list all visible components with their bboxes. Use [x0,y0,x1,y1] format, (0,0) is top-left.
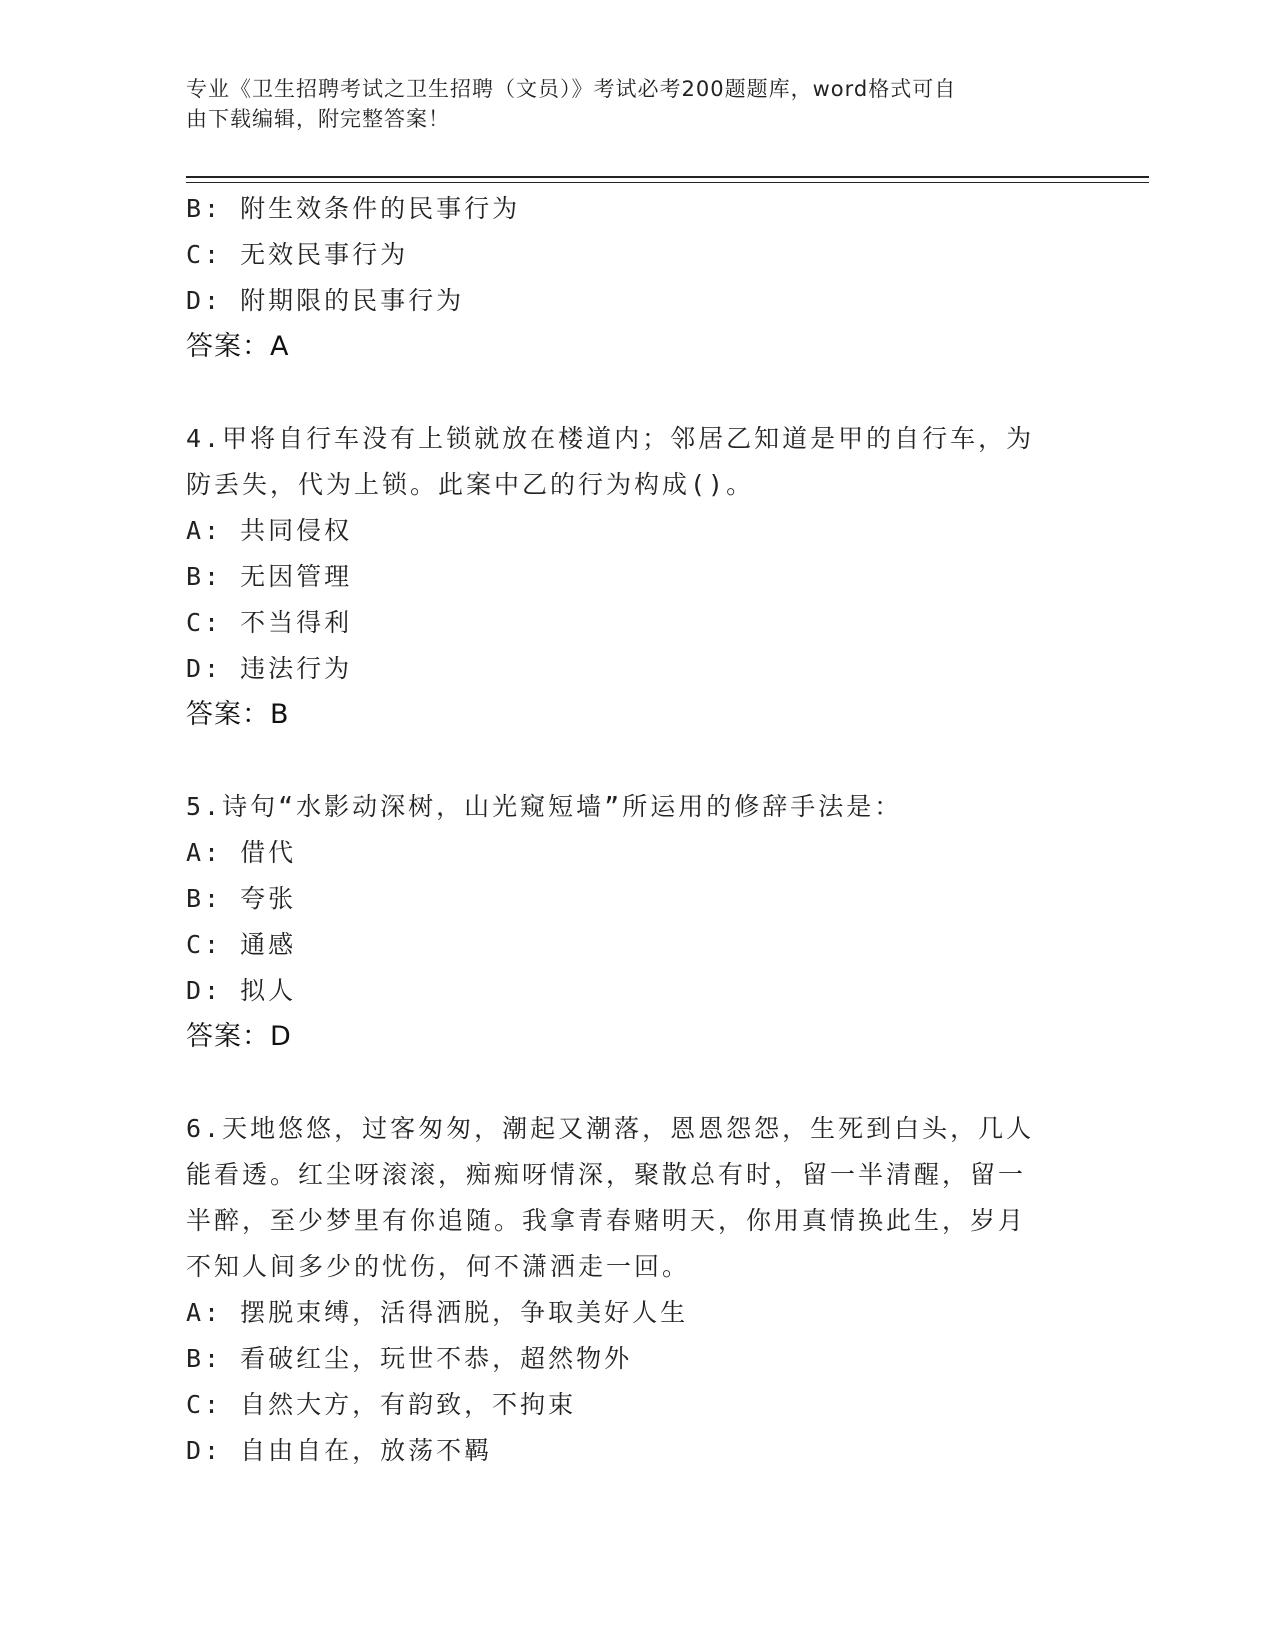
option-c: C: 不当得利 [186,608,353,637]
header-divider-thick [186,176,1149,178]
question-6 [186,1106,1066,1474]
option-a: A: 借代 [186,838,297,867]
option-b: B: 看破红尘，玩世不恭，超然物外 [186,1344,633,1373]
option-c: C: 自然大方，有韵致，不拘束 [186,1390,577,1419]
spacer [186,1060,1066,1106]
answer: 答案：A [186,331,290,362]
option-d: D: 附期限的民事行为 [186,286,465,315]
option-a: A: 摆脱束缚，活得洒脱，争取美好人生 [186,1298,689,1327]
question-stem-line: 能看透。红尘呀滚滚，痴痴呀情深，聚散总有时，留一半清醒，留一 [186,1160,1027,1189]
document-header [186,74,1066,134]
option-d: D: 自由自在，放荡不羁 [186,1436,493,1465]
option-a: A: 共同侵权 [186,516,353,545]
question-stem-line: 6.天地悠悠，过客匆匆，潮起又潮落，恩恩怨怨，生死到白头，几人 [186,1114,1035,1143]
question-stem-line: 半醉，至少梦里有你追随。我拿青春赌明天，你用真情换此生，岁月 [186,1206,1027,1235]
option-b: B: 夸张 [186,884,297,913]
question-5 [186,784,1066,1060]
question-4 [186,416,1066,738]
question-stem-line: 不知人间多少的忧伤，何不潇洒走一回。 [186,1252,691,1281]
spacer [186,738,1066,784]
option-d: D: 违法行为 [186,654,353,683]
header-divider-thin [186,182,1149,183]
header-line-2: 由下载编辑，附完整答案！ [186,107,450,131]
option-c: C: 通感 [186,930,297,959]
option-d: D: 拟人 [186,976,297,1005]
option-b: B: 附生效条件的民事行为 [186,194,521,223]
question-stem-line: 5.诗句“水影动深树，山光窥短墙”所运用的修辞手法是： [186,792,903,821]
answer: 答案：B [186,699,290,730]
question-stem-line: 4.甲将自行车没有上锁就放在楼道内；邻居乙知道是甲的自行车，为 [186,424,1035,453]
option-b: B: 无因管理 [186,562,353,591]
option-c: C: 无效民事行为 [186,240,409,269]
question-stem-line: 防丢失，代为上锁。此案中乙的行为构成()。 [186,470,755,499]
header-line-1: 专业《卫生招聘考试之卫生招聘（文员）》考试必考200题题库，word格式可自 [186,77,957,101]
answer: 答案：D [186,1021,292,1052]
question-content [186,186,1066,1474]
spacer [186,370,1066,416]
question-3 [186,186,1066,370]
